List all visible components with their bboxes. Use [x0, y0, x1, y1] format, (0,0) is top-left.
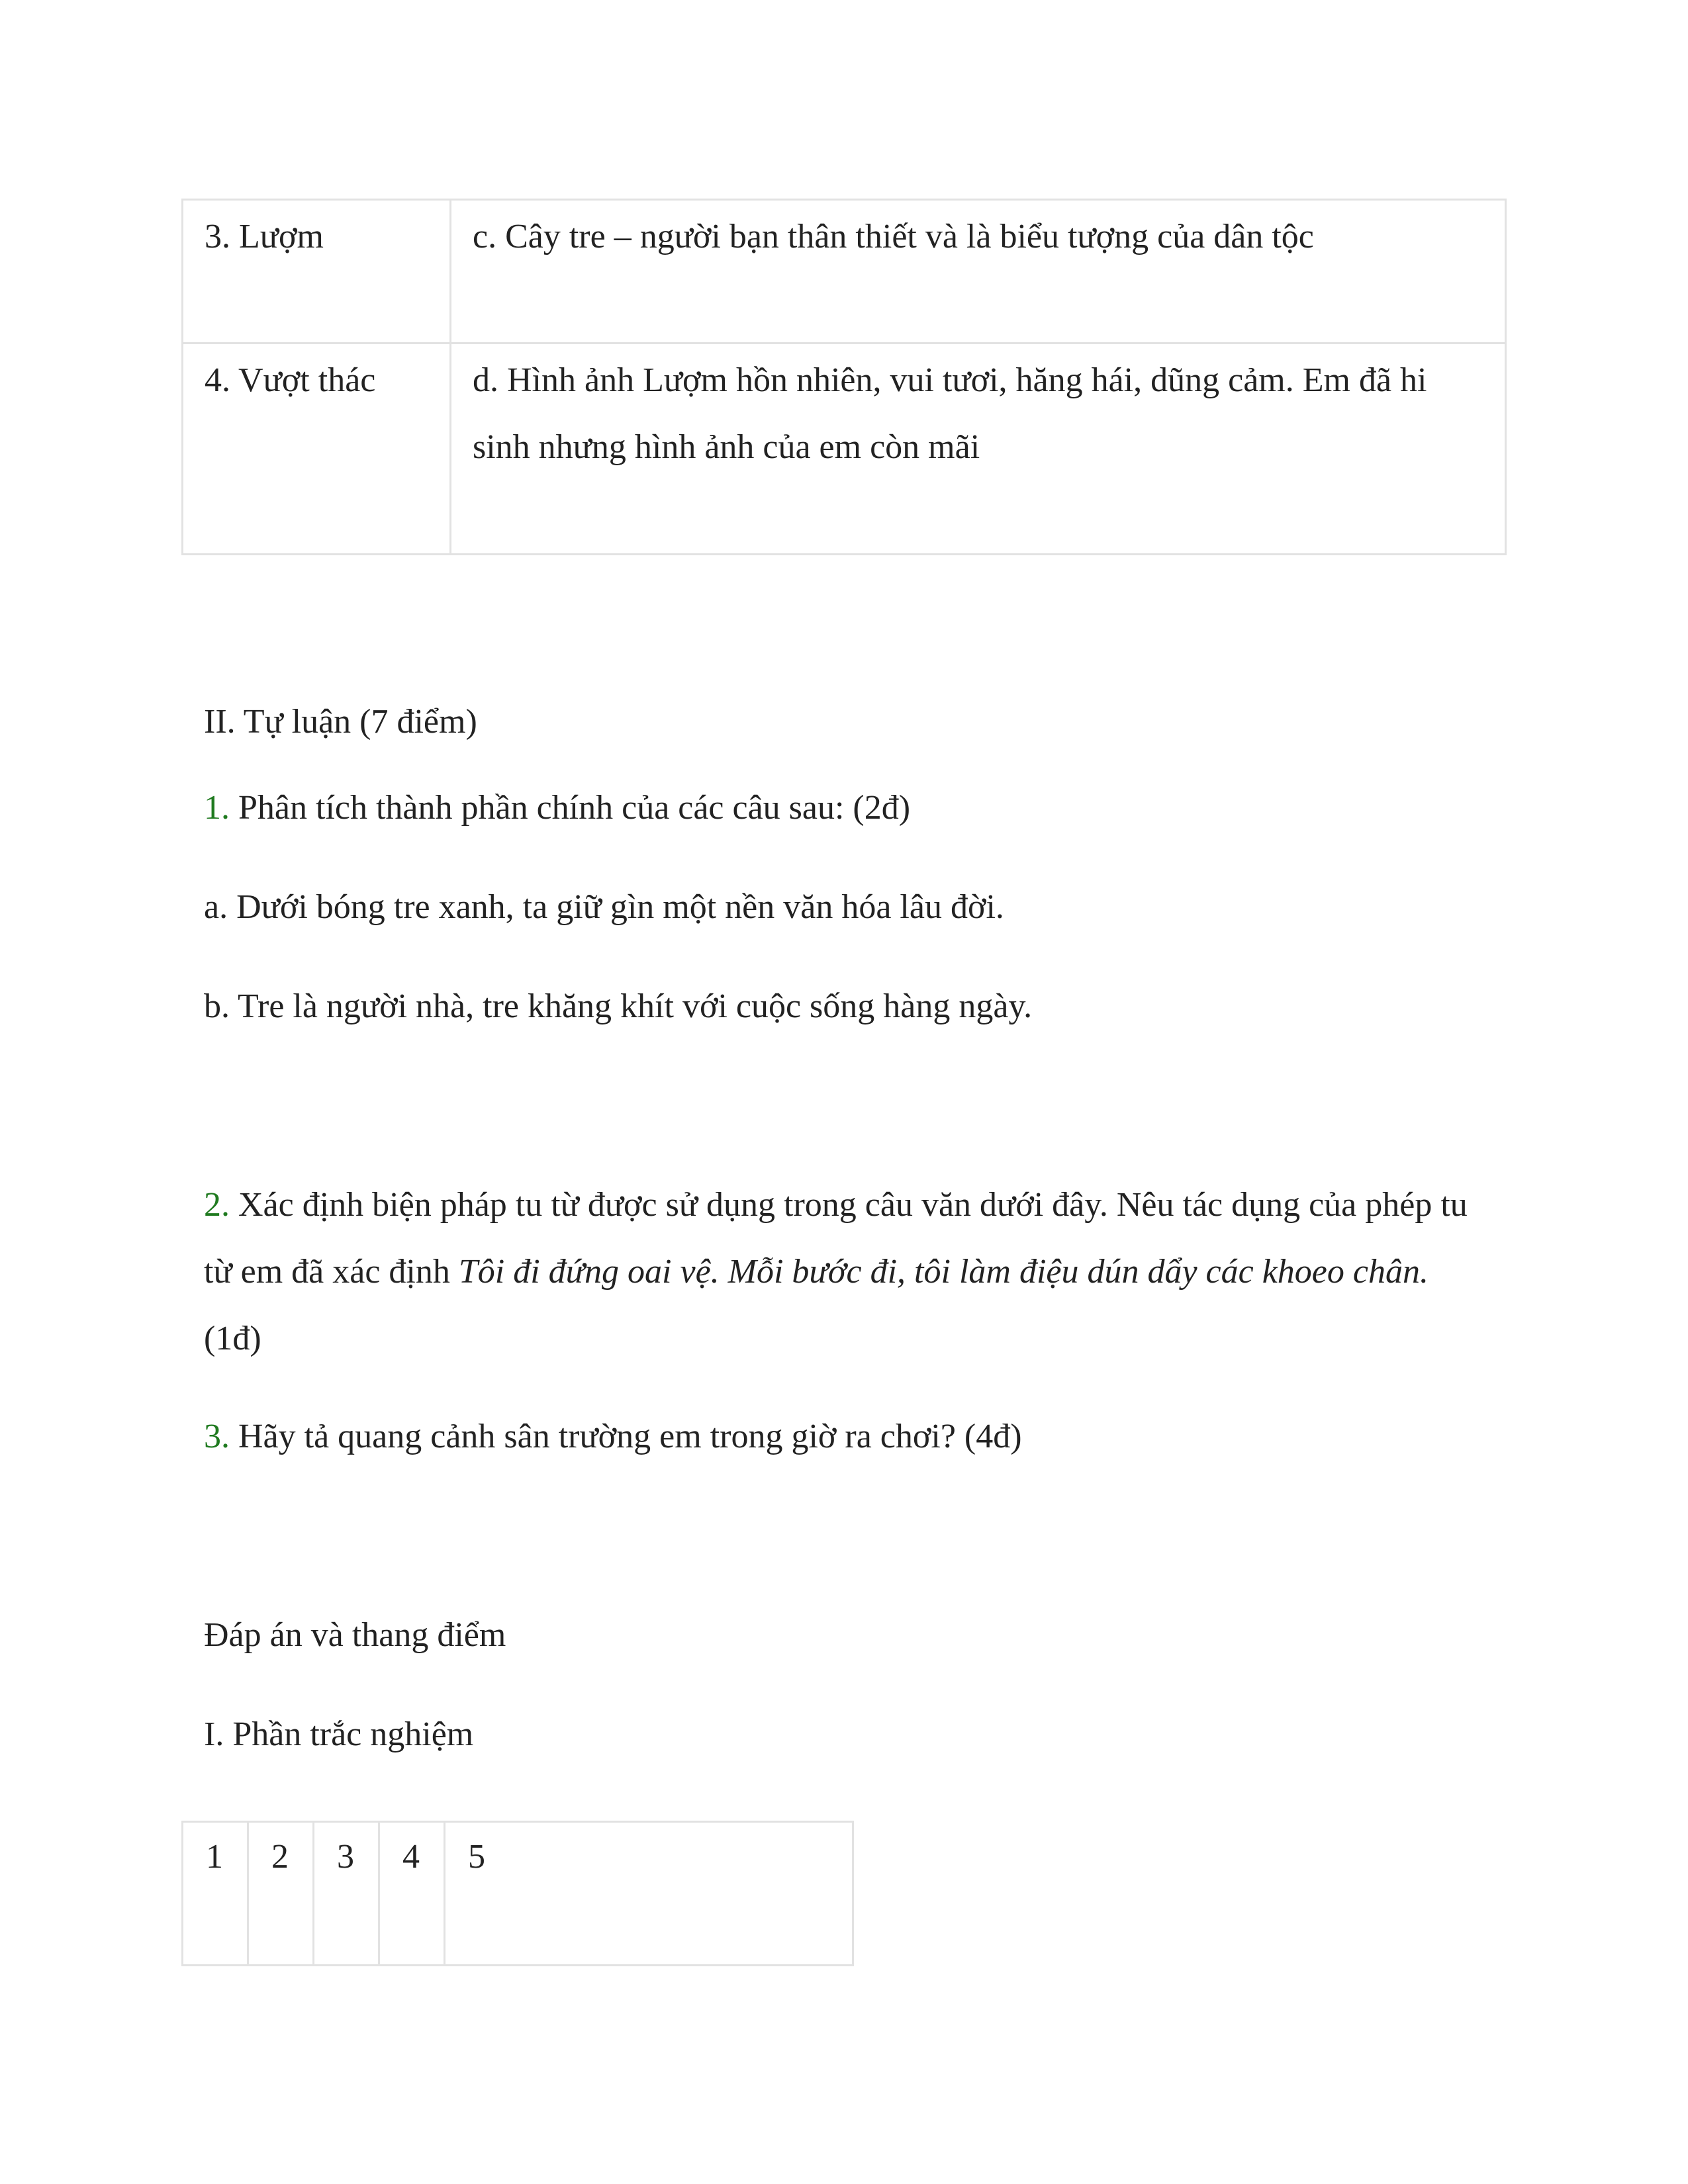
question-2: [204, 1171, 1488, 1372]
table-cell-work: 4. Vượt thác: [183, 343, 451, 555]
answer-grid: [181, 1821, 854, 1966]
question-number: 1.: [204, 789, 230, 827]
question-number: 2.: [204, 1186, 230, 1224]
question-points: (1đ): [204, 1320, 261, 1357]
table-cell-work: 3. Lượm: [183, 200, 451, 343]
answers-heading: Đáp án và thang điểm: [204, 1616, 506, 1654]
table-cell-content: c. Cây tre – người bạn thân thiết và là biểu tượng của dân tộc: [451, 200, 1506, 343]
question-quote: Tôi đi đứng oai vệ. Mỗi bước đi, tôi làm điệu dún dẩy các khoeo chân.: [458, 1253, 1429, 1291]
section-heading-essay: II. Tự luận (7 điểm): [204, 703, 477, 741]
answer-cell-4: 4: [379, 1822, 445, 1966]
answer-cell-2: 2: [248, 1822, 314, 1966]
answer-cell-3: 3: [314, 1822, 379, 1966]
question-text: Phân tích thành phần chính của các câu sau: (2đ): [230, 789, 911, 827]
question-text: Hãy tả quang cảnh sân trường em trong giờ ra chơi? (4đ): [230, 1418, 1022, 1455]
table-row: [183, 1822, 853, 1966]
answer-cell-1: 1: [183, 1822, 248, 1966]
table-cell-content: d. Hình ảnh Lượm hồn nhiên, vui tươi, hăng hái, dũng cảm. Em đã hi sinh nhưng hình ảnh của em còn mãi: [451, 343, 1506, 555]
question-1-item-b: b. Tre là người nhà, tre khăng khít với cuộc sống hàng ngày.: [204, 987, 1033, 1025]
question-number: 3.: [204, 1418, 230, 1455]
answer-cell-5: 5: [445, 1822, 853, 1966]
question-3: [204, 1403, 1488, 1470]
table-row: [183, 343, 1506, 555]
question-text: Xác định biện pháp tu từ được sử dụng trong câu văn dưới đây. Nêu tác dụng của phép tu từ em đã xác định: [204, 1186, 1468, 1291]
question-1-item-a: a. Dưới bóng tre xanh, ta giữ gìn một nền văn hóa lâu đời.: [204, 888, 1004, 926]
table-row: [183, 200, 1506, 343]
part1-heading: I. Phần trắc nghiệm: [204, 1715, 474, 1753]
matching-table: [181, 199, 1507, 555]
question-1: [204, 774, 1488, 841]
